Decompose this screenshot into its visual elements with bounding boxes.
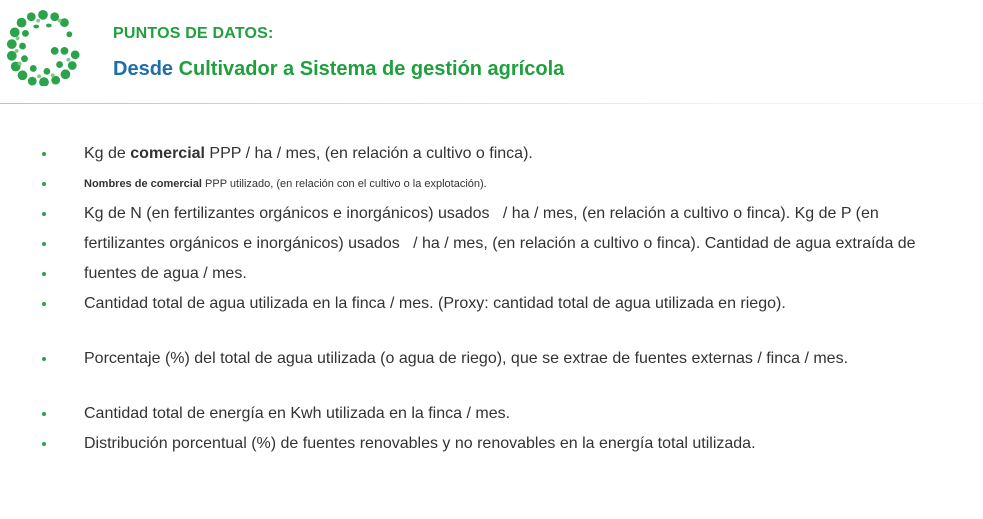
list-item — [0, 433, 983, 457]
list-item — [0, 143, 983, 167]
bullet-icon — [42, 152, 46, 156]
list-item-text: Cantidad total de energía en Kwh utilizada en la finca / mes. — [84, 405, 511, 422]
title-part-2: Cultivador a Sistema de gestión agrícola — [178, 58, 565, 80]
list-item-text: Kg de comercial PPP / ha / mes, (en relación a cultivo o finca). — [84, 145, 533, 162]
list-item-text: fertilizantes orgánicos e inorgánicos) usados / ha / mes, (en relación a cultivo o finca). Cantidad de agua extraída de — [84, 235, 916, 252]
bullet-icon — [42, 212, 46, 216]
bullet-icon — [42, 182, 46, 186]
page-title — [113, 58, 564, 81]
list-item — [0, 348, 983, 372]
list-item-text: Cantidad total de agua utilizada en la finca / mes. (Proxy: cantidad total de agua utilizada en riego). — [84, 295, 786, 312]
list-item-text: Porcentaje (%) del total de agua utilizada (o agua de riego), que se extrae de fuentes externas / finca / mes. — [84, 350, 849, 367]
list-item — [0, 203, 983, 227]
list-item-text: fuentes de agua / mes. — [84, 265, 247, 282]
list-item — [0, 173, 983, 197]
bullet-icon — [42, 302, 46, 306]
list-item — [0, 263, 983, 287]
bullet-icon — [42, 242, 46, 246]
list-item — [0, 293, 983, 317]
title-part-1: Desde — [113, 58, 179, 80]
bullet-icon — [42, 357, 46, 361]
g-leaf-logo-icon — [4, 8, 82, 86]
list-item-text: Distribución porcentual (%) de fuentes renovables y no renovables en la energía total utilizada. — [84, 435, 756, 452]
bullet-icon — [42, 442, 46, 446]
bullet-icon — [42, 272, 46, 276]
list-item-text: Kg de N (en fertilizantes orgánicos e inorgánicos) usados / ha / mes, (en relación a cultivo o finca). Kg de P (en — [84, 205, 879, 222]
kicker-heading: PUNTOS DE DATOS: — [113, 25, 274, 42]
list-item-text: Nombres de comercial PPP utilizado, (en relación con el cultivo o la explotación). — [84, 178, 487, 190]
list-item — [0, 403, 983, 427]
bullet-icon — [42, 412, 46, 416]
list-item — [0, 233, 983, 257]
header-divider — [0, 103, 983, 104]
